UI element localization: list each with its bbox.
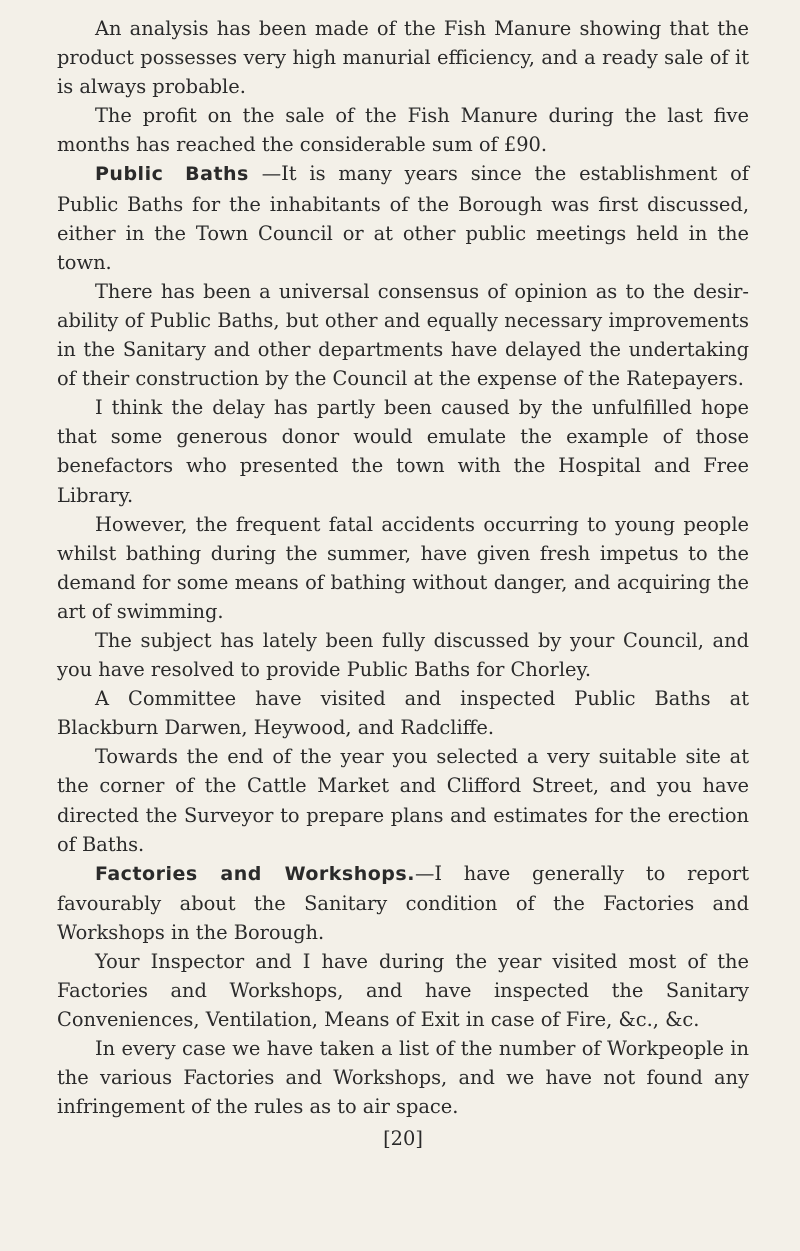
document-page <box>57 14 749 1153</box>
paragraph-site: Towards the end of the year you selected a very suitable site at the corner of the Cattle Market and Clifford Street, and you have directed the Surveyor to prepare plans and estimates for the erection of Baths. <box>57 745 749 856</box>
paragraph-delay: I think the delay has partly been caused by the unfulfilled hope that some generous donor would emulate the example of those benefactors who presented the town with the Hospital and Free Library. <box>57 396 749 507</box>
paragraph-factories <box>57 859 749 947</box>
paragraph-inspector: Your Inspector and I have during the year visited most of the Factories and Workshops, and have inspected the Sanitary Conveniences, Ventilation, Means of Exit in case of Fire, &c., &c. <box>57 950 749 1032</box>
page-number: [20] <box>383 1126 423 1150</box>
section-heading-public-baths: Public Baths <box>95 163 249 186</box>
paragraph-public-baths <box>57 159 749 276</box>
paragraph-resolved: The subject has lately been fully discussed by your Council, and you have resolved to provide Public Baths for Chorley. <box>57 628 749 682</box>
paragraph-committee: A Committee have visited and inspected Public Baths at Blackburn Darwen, Heywood, and Radcliffe. <box>57 687 749 740</box>
paragraph-factories-body: —I have generally to report favourably about the Sanitary condition of the Factories and Workshops in the Borough. <box>57 861 749 944</box>
paragraph-fish-manure-analysis: An analysis has been made of the Fish Manure showing that the product possesses very high manurial efficiency, and a ready sale of it is always probable. <box>57 17 749 99</box>
paragraph-public-baths-body: —It is many years since the establishment of Public Baths for the inhabitants of the Borough was first discussed, either in the Town Council or at other public meetings held in the town. <box>57 162 749 274</box>
paragraph-accidents: However, the frequent fatal accidents occurring to young people whilst bathing during the summer, have given fresh impetus to the demand for some means of bathing without danger, and acquiring the art of swimming. <box>57 512 749 623</box>
paragraph-fish-manure-profit: The profit on the sale of the Fish Manure during the last five months has reached the considerable sum of £90. <box>57 104 749 157</box>
paragraph-consensus: There has been a universal consensus of opinion as to the desir-ability of Public Baths, but other and equally necessary improvements in the Sanitary and other departments have delayed the undertaking of their construction by the Council at the expense of the Ratepayers. <box>57 279 749 391</box>
section-heading-factories: Factories and Workshops. <box>95 862 415 885</box>
paragraph-workpeople: In every case we have taken a list of the number of Workpeople in the various Factories and Workshops, and we have not found any infringement of the rules as to air space. <box>57 1037 749 1119</box>
